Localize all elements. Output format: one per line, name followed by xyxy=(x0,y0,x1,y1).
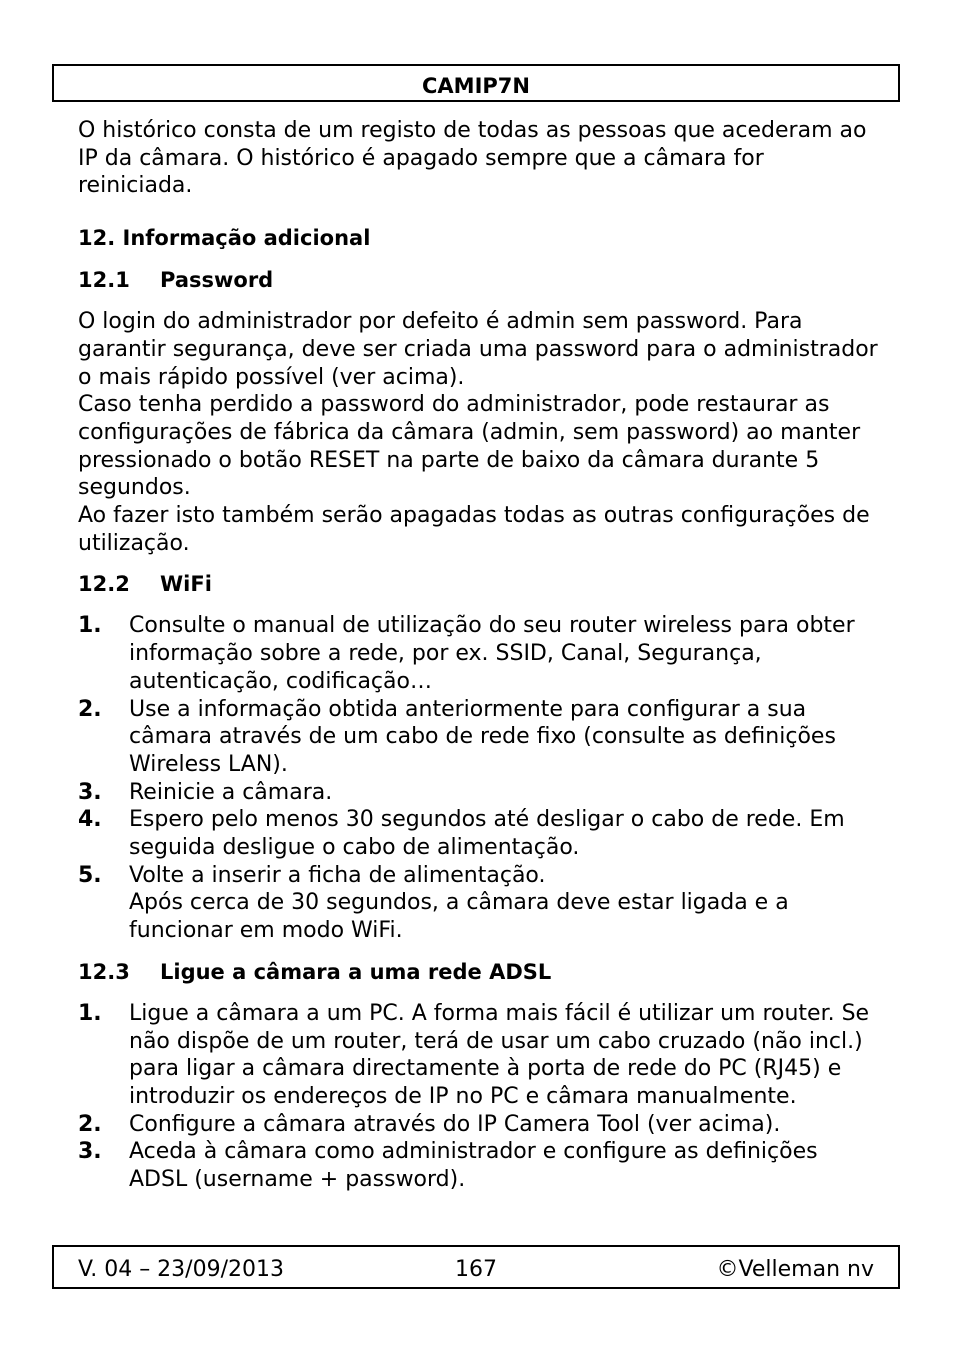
step-number: 3. xyxy=(78,1139,102,1165)
page-footer xyxy=(52,1245,900,1289)
version-date: V. 04 – 23/09/2013 xyxy=(78,1257,284,1282)
section-number: 12.3 xyxy=(78,959,130,984)
list-item xyxy=(78,806,878,861)
step-text-block xyxy=(129,862,878,945)
model-title: CAMIP7N xyxy=(422,74,530,98)
page-number: 167 xyxy=(455,1257,497,1282)
step-text: Use a informação obtida anteriormente para configurar a sua câmara através de um cabo de rede fixo (consulte as definições Wireless LAN). xyxy=(129,696,836,777)
step-text: Espero pelo menos 30 segundos até desligar o cabo de rede. Em seguida desligue o cabo de alimentação. xyxy=(129,807,845,861)
section-12-title: 12. Informação adicional xyxy=(78,226,371,251)
adsl-steps-list xyxy=(78,1000,878,1194)
list-item xyxy=(78,1111,878,1139)
step-text: Aceda à câmara como administrador e configure as definições ADSL (username + password). xyxy=(129,1139,818,1193)
copyright: ©Velleman nv xyxy=(716,1257,874,1282)
step-number: 2. xyxy=(78,696,102,722)
password-text xyxy=(78,308,878,557)
list-item xyxy=(78,612,878,695)
wifi-steps-list xyxy=(78,612,878,944)
step-number: 5. xyxy=(78,862,102,888)
paragraph: Caso tenha perdido a password do administrador, pode restaurar as configurações de fábrica da câmara (admin, sem password) ao manter pressionado o botão RESET na parte de baixo da câmara durante 5 segundos. xyxy=(78,392,861,501)
section-number: 12.1 xyxy=(78,268,130,293)
intro-paragraph: O histórico consta de um registo de todas as pessoas que acederam ao IP da câmara. O histórico é apagado sempre que a câmara for reiniciada. xyxy=(78,118,867,199)
step-number: 3. xyxy=(78,779,102,805)
step-text: Consulte o manual de utilização do seu router wireless para obter informação sobre a rede, por ex. SSID, Canal, Segurança, autenticação, codificação… xyxy=(129,613,855,694)
page-content xyxy=(78,117,878,1208)
step-number: 2. xyxy=(78,1111,102,1137)
step-text: Reinicie a câmara. xyxy=(129,779,333,805)
step-number: 1. xyxy=(78,613,102,639)
step-number: 4. xyxy=(78,807,102,833)
step-text: Volte a inserir a ficha de alimentação. xyxy=(129,862,546,888)
section-title: WiFi xyxy=(160,572,212,597)
paragraph: O login do administrador por defeito é admin sem password. Para garantir segurança, deve ser criada uma password para o administrador o mais rápido possível (ver acima). xyxy=(78,309,878,390)
step-number: 1. xyxy=(78,1000,102,1026)
list-item xyxy=(78,862,878,945)
step-text: Ligue a câmara a um PC. A forma mais fácil é utilizar um router. Se não dispõe de um router, terá de usar um cabo cruzado (não incl.) para ligar a câmara directamente à porta de rede do PC (RJ45) e introduzir os endereços de IP no PC e câmara manualmente. xyxy=(129,1000,870,1109)
list-item xyxy=(78,1000,878,1111)
page-header xyxy=(52,64,900,102)
list-item xyxy=(78,696,878,779)
paragraph: Ao fazer isto também serão apagadas todas as outras configurações de utilização. xyxy=(78,503,870,556)
list-item xyxy=(78,1138,878,1193)
step-text-continued: Após cerca de 30 segundos, a câmara deve estar ligada e a funcionar em modo WiFi. xyxy=(129,890,789,944)
list-item xyxy=(78,779,878,807)
section-title: Ligue a câmara a uma rede ADSL xyxy=(160,959,552,984)
section-12-2-heading xyxy=(78,571,878,598)
section-title: Password xyxy=(160,268,274,293)
section-12-3-heading xyxy=(78,959,878,986)
step-text: Configure a câmara através do IP Camera Tool (ver acima). xyxy=(129,1111,781,1137)
section-number: 12.2 xyxy=(78,572,130,597)
section-12-1-heading xyxy=(78,267,878,294)
